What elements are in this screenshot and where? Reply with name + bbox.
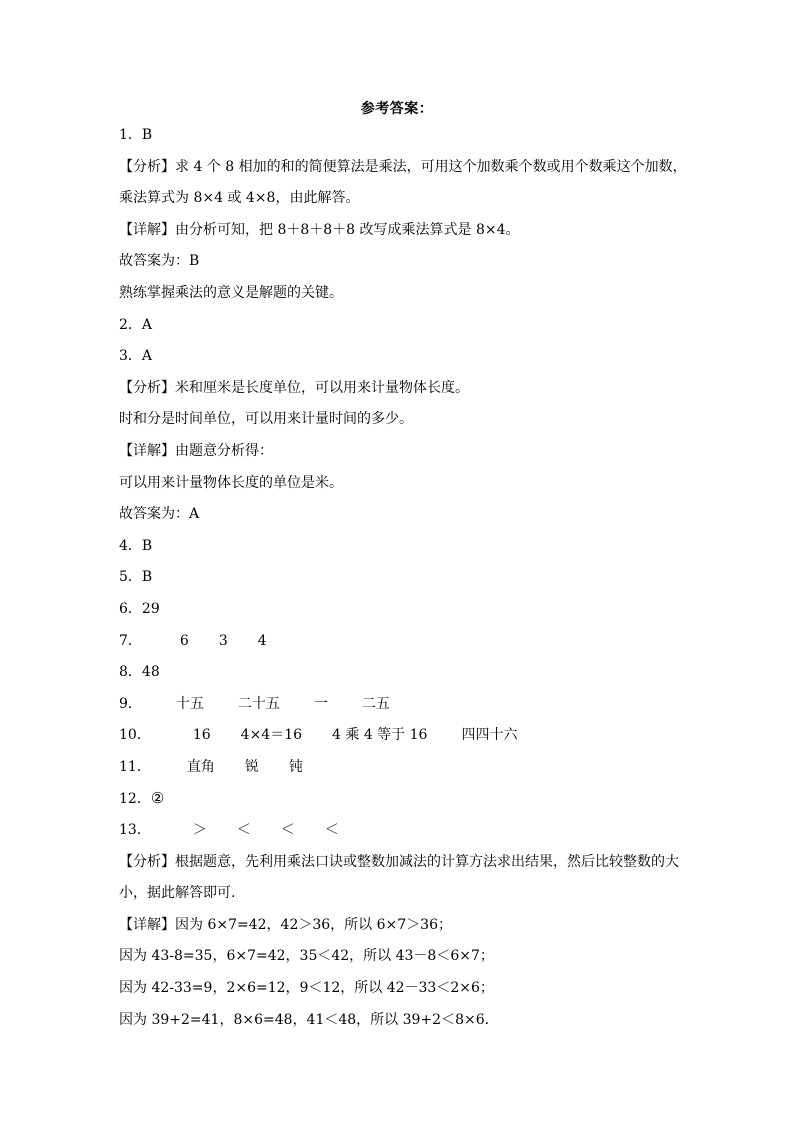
answer-line-q11 [119, 752, 699, 784]
detail-text: 因为 39+2=41，8×6=48，41＜48，所以 39+2＜8×6. [119, 1011, 490, 1028]
analysis-tag: 【分析】 [119, 158, 175, 175]
question-number: 9． [119, 695, 142, 712]
blank-answer: 锐 [244, 758, 259, 775]
blank-answer: 16 [192, 727, 211, 744]
answer-line-q10 [119, 720, 699, 752]
answer-q6: 6．29 [119, 600, 160, 617]
analysis-text: 小，据此解答即可. [119, 885, 236, 902]
answer-line-q1 [119, 120, 699, 152]
answer-q8: 8．48 [119, 664, 160, 681]
answer-line-q7 [119, 626, 699, 658]
detail-line-q13-2 [119, 941, 699, 973]
blank-answer: 4×4＝16 [240, 727, 303, 744]
analysis-text: 乘法算式为 8×4 或 4×8，由此解答。 [119, 190, 360, 207]
detail-line-q3-2 [119, 468, 699, 500]
blank-answer: 四四十六 [461, 727, 518, 744]
question-number: 11． [119, 758, 151, 775]
blank-answer: 6 [179, 632, 189, 649]
detail-text: 可以用来计量物体长度的单位是米。 [119, 474, 343, 491]
blank-answer: 二五 [361, 695, 390, 712]
detail-text: 由分析可知，把 8＋8＋8＋8 改写成乘法算式是 8×4。 [175, 221, 520, 238]
question-number: 7． [119, 632, 142, 649]
detail-text: 因为 6×7=42，42＞36，所以 6×7＞36； [175, 916, 452, 933]
analysis-tag: 【分析】 [119, 379, 175, 396]
answer-q5: 5．B [119, 569, 153, 586]
answer-line-q4 [119, 531, 699, 563]
blank-answer: 4 [257, 632, 267, 649]
detail-line-q13-4 [119, 1005, 699, 1037]
blank-answer: 钝 [288, 758, 303, 775]
detail-text: 因为 42-33=9，2×6=12，9＜12，所以 42－33＜2×6； [119, 980, 494, 997]
question-number: 12． [119, 791, 151, 808]
detail-line-q13-1 [119, 910, 699, 942]
comparison-sign: ＜ [324, 822, 339, 839]
analysis-text: 求 4 个 8 相加的和的简便算法是乘法，可用这个加数乘个数或用个数乘这个加数， [175, 158, 687, 175]
question-number: 13． [119, 822, 151, 839]
detail-line-q1 [119, 215, 699, 247]
conclusion-text: 故答案为：A [119, 506, 200, 523]
comment-line-q1 [119, 278, 699, 310]
answer-line-q3 [119, 341, 699, 373]
question-number: 10． [119, 727, 151, 744]
detail-tag: 【详解】 [119, 221, 175, 238]
detail-text: 因为 43-8=35，6×7=42，35＜42，所以 43－8＜6×7； [119, 948, 494, 965]
answer-q3: 3．A [119, 348, 153, 365]
analysis-text: 时和分是时间单位，可以用来计量时间的多少。 [119, 411, 413, 428]
analysis-line-q3-1 [119, 373, 699, 405]
page-title: 参考答案： [360, 101, 434, 117]
analysis-line-q1-2 [119, 183, 699, 215]
analysis-text: 米和厘米是长度单位，可以用来计量物体长度。 [175, 379, 469, 396]
detail-tag: 【详解】 [119, 442, 175, 459]
comment-text: 熟练掌握乘法的意义是解题的关键。 [119, 284, 343, 301]
answer-conclusion-q1 [119, 246, 699, 278]
blank-answer: 3 [218, 632, 228, 649]
answer-q4: 4．B [119, 537, 153, 554]
answer-line-q9 [119, 689, 699, 721]
analysis-line-q13-1 [119, 847, 699, 879]
analysis-line-q1-1 [119, 152, 699, 184]
answer-line-q8 [119, 657, 699, 689]
comparison-sign: ＜ [236, 822, 251, 839]
comparison-sign: ＜ [280, 822, 295, 839]
blank-answer: 一 [313, 695, 328, 712]
answer-conclusion-q3 [119, 499, 699, 531]
answer-line-q13 [119, 815, 699, 847]
blank-answer: 二十五 [237, 695, 280, 712]
answer-line-q5 [119, 562, 699, 594]
answer-q1: 1．B [119, 127, 153, 143]
analysis-line-q3-2 [119, 404, 699, 436]
detail-line-q13-3 [119, 973, 699, 1005]
answer-q2: 2．A [119, 316, 153, 333]
detail-tag: 【详解】 [119, 916, 175, 933]
analysis-line-q13-2 [119, 878, 699, 910]
blank-answer: 直角 [186, 758, 215, 775]
analysis-text: 根据题意，先利用乘法口诀或整数加减法的计算方法求出结果，然后比较整数的大 [175, 853, 679, 870]
blank-answer: ② [150, 789, 165, 808]
detail-line-q3-1 [119, 436, 699, 468]
answer-line-q6 [119, 594, 699, 626]
answer-list [119, 120, 699, 1036]
conclusion-text: 故答案为：B [119, 253, 200, 270]
blank-answer: 十五 [175, 695, 204, 712]
answer-line-q2 [119, 310, 699, 342]
comparison-sign: ＞ [192, 822, 207, 839]
answer-line-q12 [119, 783, 699, 815]
analysis-tag: 【分析】 [119, 853, 175, 870]
blank-answer: 4 乘 4 等于 16 [332, 727, 428, 744]
detail-text: 由题意分析得： [175, 442, 273, 459]
